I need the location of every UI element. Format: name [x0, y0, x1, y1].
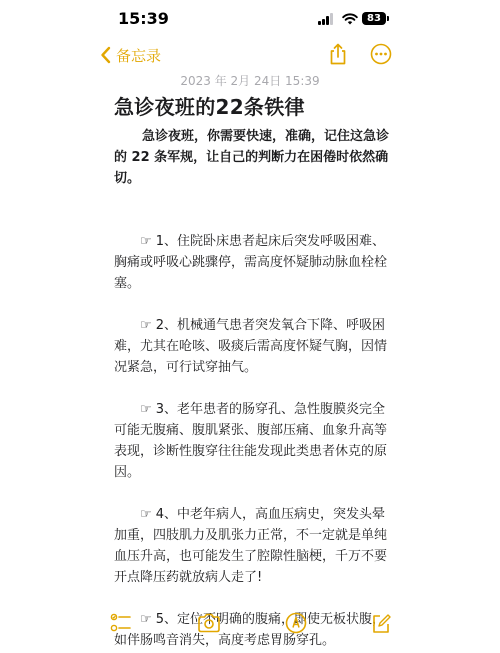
rule-item-5: ☞ 5、定位不明确的腹痛，即使无板状腹，如伴肠鸣音消失，高度考虑胃肠穿孔。 — [114, 612, 386, 648]
cellular-signal-icon — [318, 13, 336, 25]
bottom-toolbar — [0, 606, 500, 640]
status-time: 15:39 — [118, 9, 169, 28]
rule-item-2: ☞ 2、机械通气患者突发氧合下降、呼吸困难，尤其在呛咳、吸痰后需高度怀疑气胸，因情况紧急，可行试穿抽气。 — [114, 318, 388, 375]
note-title: 急诊夜班的22条铁律 — [114, 95, 305, 119]
back-button[interactable] — [100, 44, 161, 66]
share-icon[interactable] — [328, 42, 348, 66]
battery-icon: 83 — [362, 12, 386, 25]
nav-bar — [0, 40, 500, 70]
note-body[interactable] — [114, 94, 390, 651]
note-date: 2023 年 2月 24日 15:39 — [180, 74, 320, 88]
compose-icon[interactable] — [370, 612, 392, 634]
rule-item-4: ☞ 4、中老年病人，高血压病史，突发头晕加重，四肢肌力及肌张力正常，不一定就是单纯血压升高，也可能发生了腔隙性脑梗，千万不要开点降压药就放病人走了! — [114, 507, 388, 585]
status-bar — [0, 0, 500, 40]
back-label: 备忘录 — [116, 46, 162, 65]
camera-icon[interactable] — [197, 612, 221, 634]
note-intro: 急诊夜班，你需要快速，准确，记住这急诊的 22 条军规，让自己的判断力在困倦时依然确切。 — [114, 129, 390, 186]
wifi-icon — [342, 12, 358, 26]
rule-item-1: ☞ 1、住院卧床患者起床后突发呼吸困难、胸痛或呼吸心跳骤停，需高度怀疑肺动脉血栓栓塞。 — [114, 234, 388, 291]
rule-item-3: ☞ 3、老年患者的肠穿孔、急性腹膜炎完全可能无腹痛、腹肌紧张、腹部压痛、血象升高等表现，诊断性腹穿往往能发现此类患者休克的原因。 — [114, 402, 388, 480]
checklist-icon[interactable] — [110, 612, 132, 634]
chevron-left-icon — [100, 46, 111, 64]
markup-pen-icon[interactable] — [285, 612, 307, 634]
ellipsis-circle-icon[interactable] — [370, 43, 392, 65]
battery-tip — [387, 16, 389, 21]
